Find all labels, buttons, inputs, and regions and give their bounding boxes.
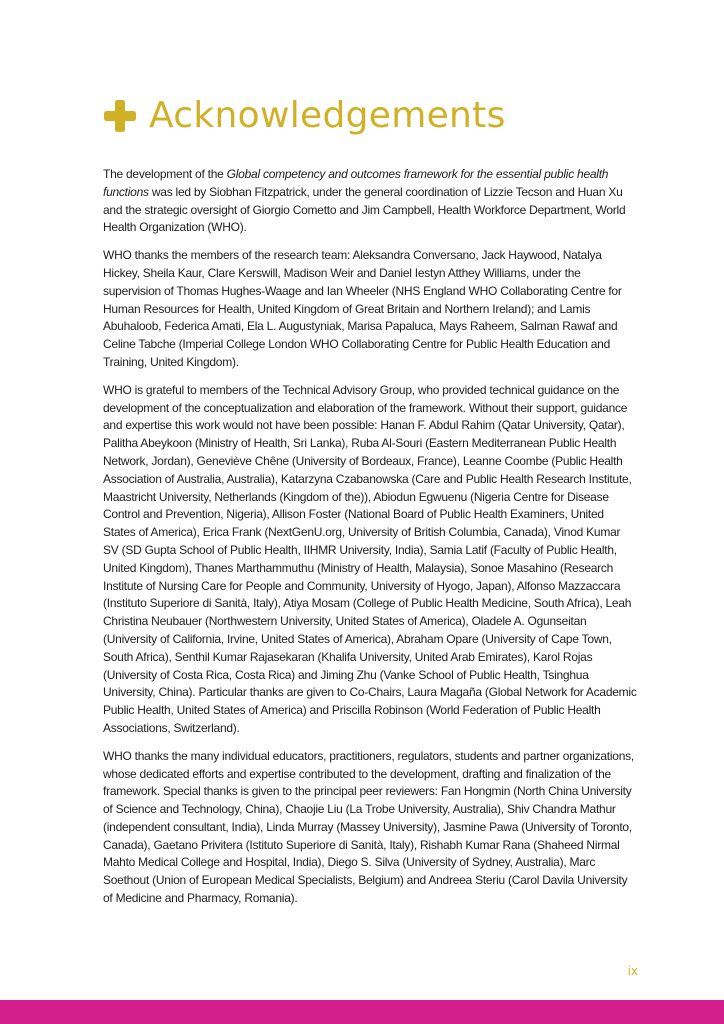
page-number: ix — [627, 964, 638, 978]
section-heading — [103, 95, 506, 136]
paragraph-lead-post: was led by Siobhan Fitzpatrick, under the general coordination of Lizzie Tecson and Huan Xu and the strategic oversight of Giorgio Cometto and Jim Campbell, Health Workforce Department, World Health Organization (WHO). — [103, 184, 626, 235]
paragraph-peer-reviewers: WHO thanks the many individual educators, practitioners, regulators, students and partner organizations, whose dedicated efforts and expertise contributed to the development, drafting and finalization of the framework. Special thanks is given to the principal peer reviewers: Fan Hongmin (North China University of Science and Technology, China), Chaojie Liu (La Trobe University, Australia), Shiv Chandra Mathur (independent consultant, India), Linda Murray (Massey University), Jasmine Pawa (University of Toronto, Canada), Gaetano Privitera (Istituto Superiore di Sanità, Italy), Rishabh Kumar Rana (Shaheed Nirmal Mahto Medical College and Hospital, India), Diego S. Silva (University of Sydney, Australia), Marc Soethout (Union of European Medical Specialists, Belgium) and Andreea Steriu (Carol Davila University of Medicine and Pharmacy, Romania). — [103, 748, 634, 906]
plus-icon — [103, 99, 137, 133]
footer-bar — [0, 1000, 724, 1024]
page-title: Acknowledgements — [149, 95, 506, 136]
paragraph-advisory-group: WHO is grateful to members of the Technical Advisory Group, who provided technical guidance on the development of the conceptualization and elaboration of the framework. Without their support, guidance and expertise this work would not have been possible: Hanan F. Abdul Rahim (Qatar University, Qatar), Palitha Abeykoon (Ministry of Health, Sri Lanka), Ruba Al-Souri (Eastern Mediterranean Public Health Network, Jordan), Geneviève Chêne (University of Bordeaux, France), Leanne Coombe (Public Health Association of Australia, Australia), Katarzyna Czabanowska (Care and Public Health Research Institute, Maastricht University, Netherlands (Kingdom of the)), Abiodun Egwuenu (Nigeria Centre for Disease Control and Prevention, Nigeria), Allison Foster (National Board of Public Health Examiners, United States of America), Erica Frank (NextGenU.org, University of British Columbia, Canada), Vinod Kumar SV (SD Gupta School of Public Health, IIHMR University, India), Samia Latif (Faculty of Public Health, United Kingdom), Thanes Marthammuthu (Ministry of Health, Malaysia), Sonoe Masahino (Research Institute of Nursing Care for People and Community, University of Hyogo, Japan), Alfonso Mazzaccara (Instituto Superiore di Sanità, Italy), Atiya Mosam (College of Public Health Medicine, South Africa), Leah Christina Neubauer (Northwestern University, United States of America), Oladele A. Ogunseitan (University of California, Irvine, United States of America), Abraham Opare (University of Cape Town, South Africa), Senthil Kumar Rajasekaran (Khalifa University, United Arab Emirates), Karol Rojas (University of Costa Rica, Costa Rica) and Jiming Zhu (Vanke School of Public Health, Tsinghua University, China). Particular thanks are given to Co-Chairs, Laura Magaña (Global Network for Academic Public Health, United States of America) and Priscilla Robinson (World Federation of Public Health Associations, Switzerland). — [103, 382, 637, 735]
paragraph-lead-pre: The development of the — [103, 167, 227, 181]
body-text — [103, 166, 638, 918]
paragraph-research-team: WHO thanks the members of the research team: Aleksandra Conversano, Jack Haywood, Natalya Hickey, Sheila Kaur, Clare Kerswill, Madison Weir and Daniel Iestyn Atthey Williams, under the supervision of Thomas Hughes-Waage and Ian Wheeler (NHS England WHO Collaborating Centre for Human Resources for Health, United Kingdom of Great Britain and Northern Ireland); and Lamis Abuhaloob, Federica Amati, Ela L. Augustyniak, Marisa Papaluca, Mays Raheem, Salman Rawaf and Celine Tabche (Imperial College London WHO Collaborating Centre for Public Health Education and Training, United Kingdom). — [103, 248, 622, 369]
paragraph-lead — [103, 166, 638, 237]
publication-title: Global competency and outcomes framework for the essential public health functions — [103, 167, 609, 199]
